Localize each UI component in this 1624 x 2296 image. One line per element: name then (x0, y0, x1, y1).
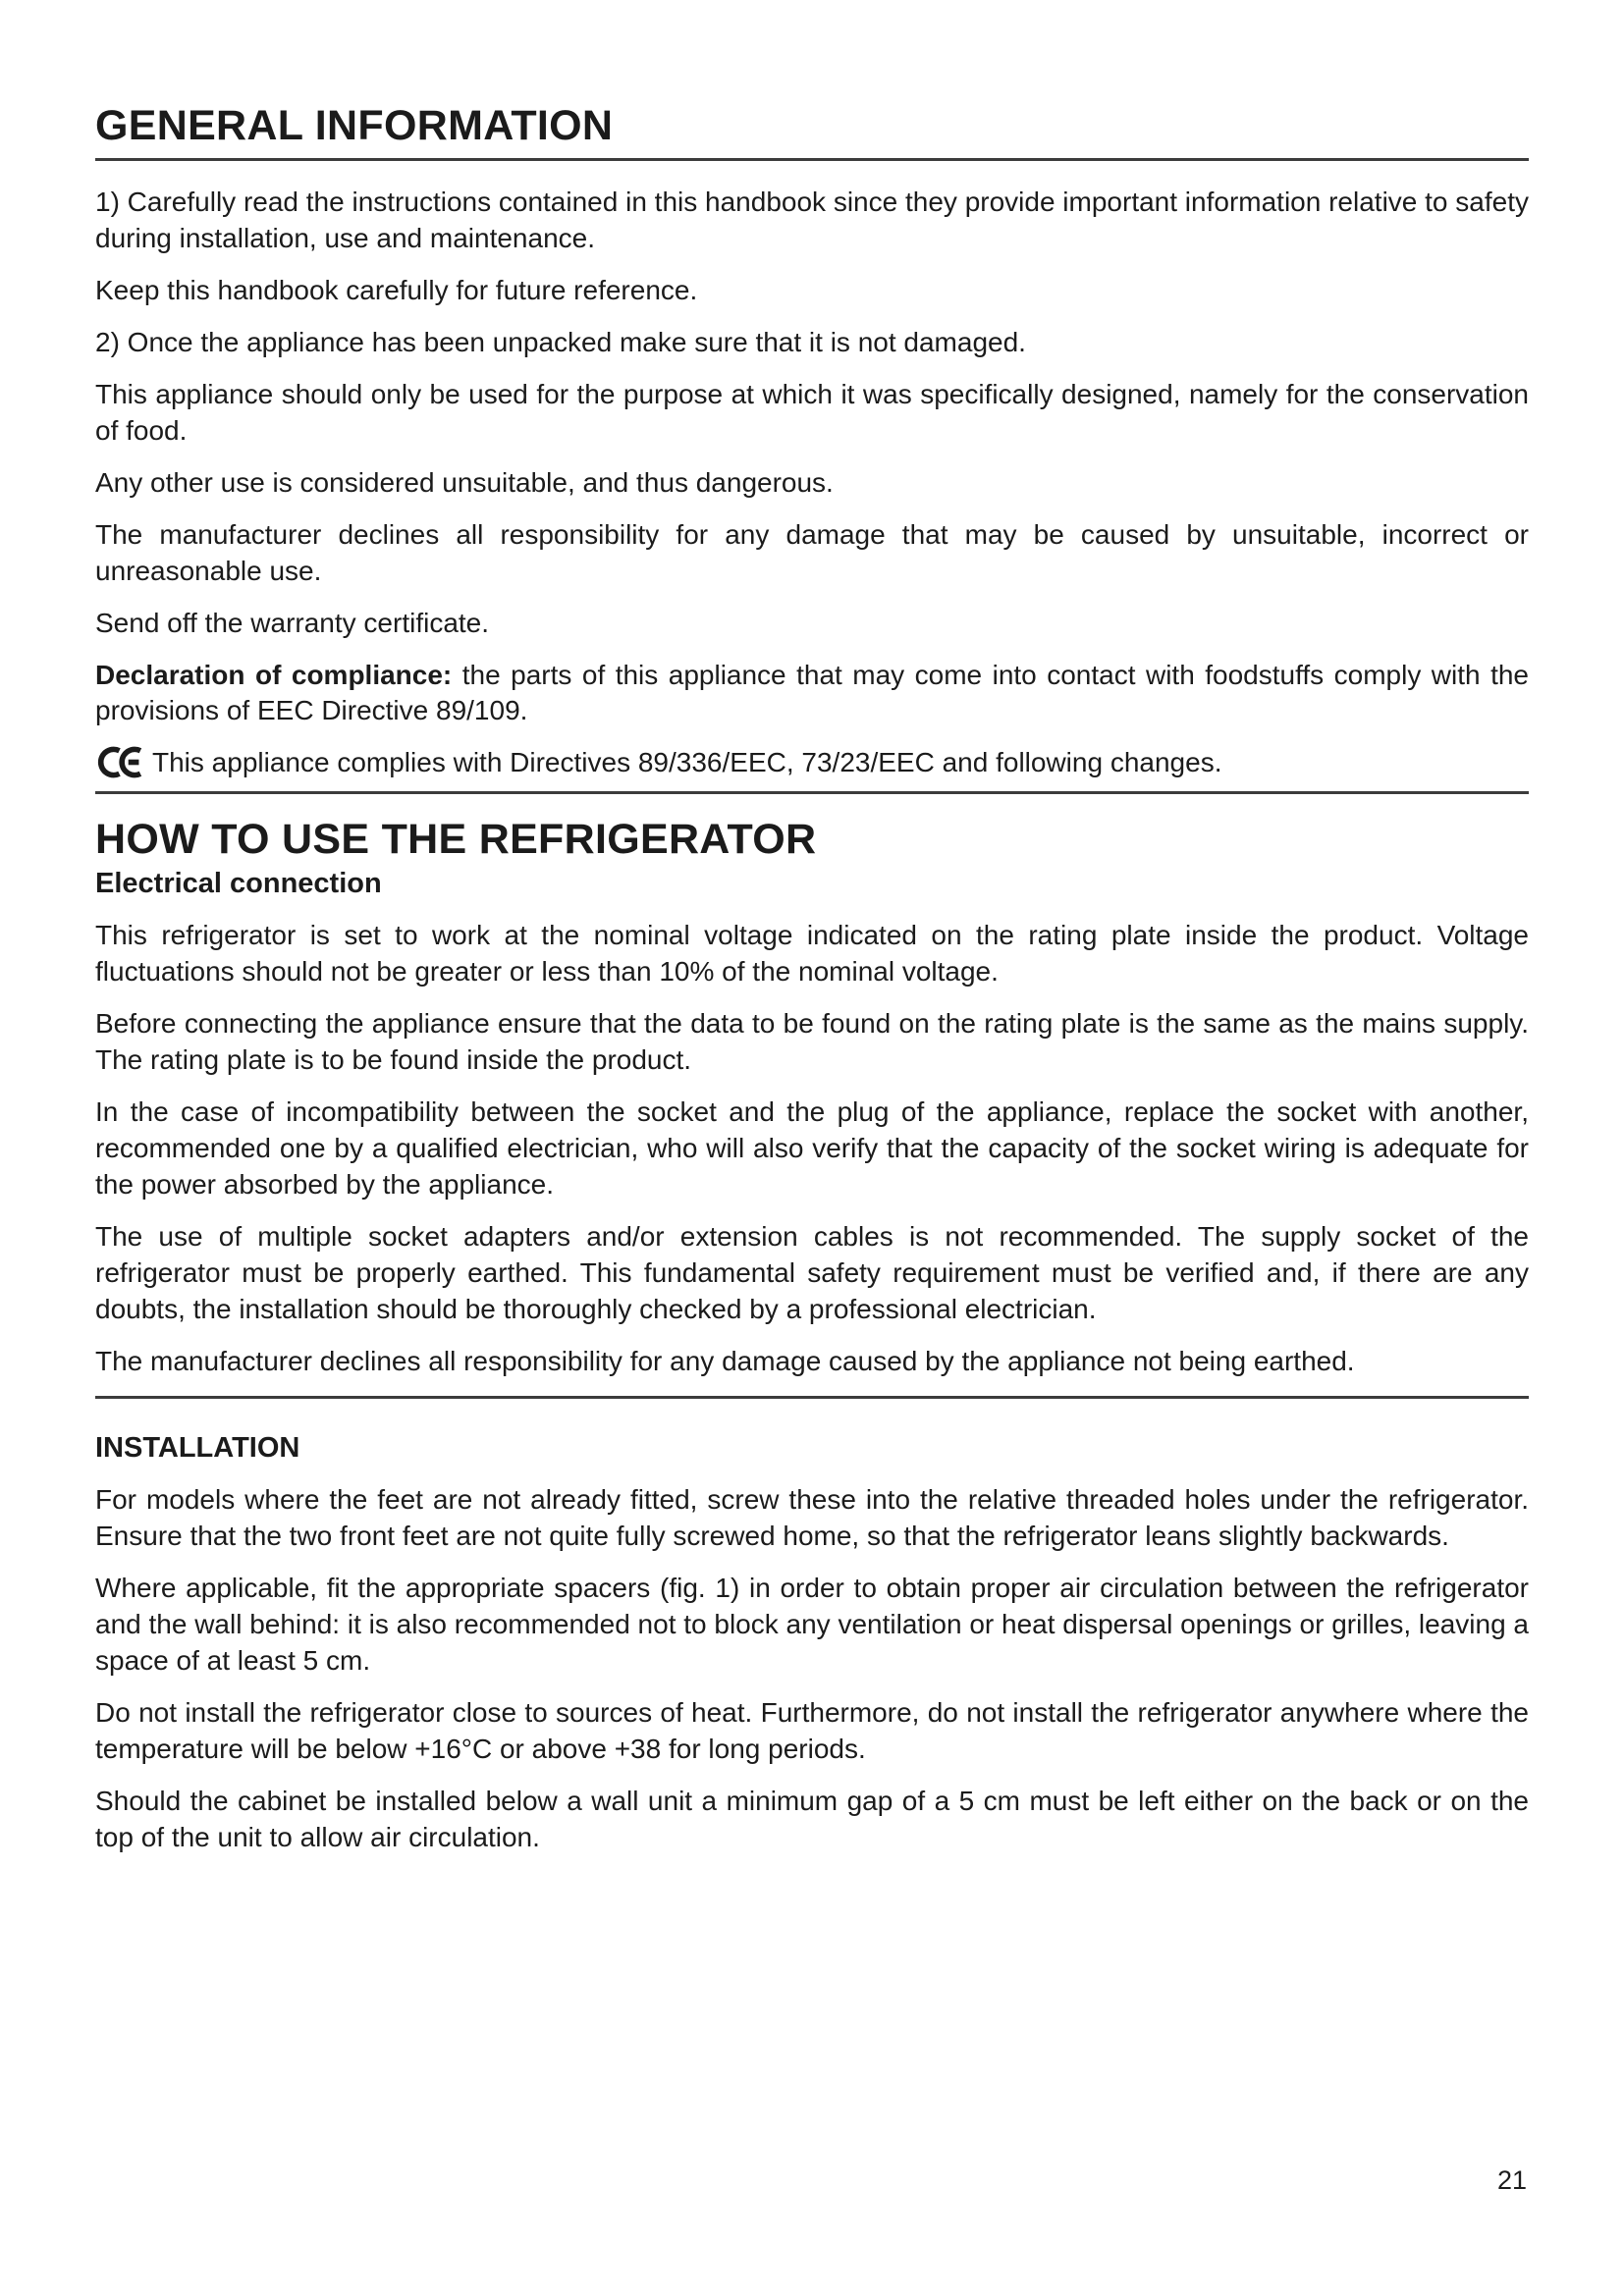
paragraph: Any other use is considered unsuitable, and thus dangerous. (95, 466, 834, 498)
paragraph: For models where the feet are not already fitted, screw these into the relative threaded holes under the refrigerator. Ensure that the two front feet are not quite fully screwed home, so that the refrigerator leans slightly backwards. (95, 1483, 1529, 1551)
paragraph: 2) Once the appliance has been unpacked make sure that it is not damaged. (95, 326, 1026, 357)
declaration-rest: the parts of this appliance that may come into contact with foodstuffs comply with the provisions of EEC Directive 89/109. (95, 659, 1529, 726)
paragraph: Before connecting the appliance ensure that the data to be found on the rating plate is the same as the mains supply. The rating plate is to be found inside the product. (95, 1008, 1529, 1076)
paragraph: Should the cabinet be installed below a wall unit a minimum gap of a 5 cm must be left either on the back or on the top of the unit to allow air circulation. (95, 1785, 1529, 1852)
installation-heading: INSTALLATION (95, 1431, 300, 1464)
paragraph: 1) Carefully read the instructions contained in this handbook since they provide important information relative to safety during installation, use and maintenance. (95, 187, 1529, 253)
paragraph: Keep this handbook carefully for future reference. (95, 274, 698, 305)
paragraph: The manufacturer declines all responsibility for any damage caused by the appliance not being earthed. (95, 1345, 1355, 1376)
paragraph: Where applicable, fit the appropriate spacers (fig. 1) in order to obtain proper air circulation between the refrigerator and the wall behind: it is also recommended not to block any ventilation or heat dispersal openings or grilles, leaving a space of at least 5 cm. (95, 1572, 1529, 1676)
page-number: 21 (1496, 2165, 1527, 2195)
ce-mark-icon (95, 746, 142, 778)
declaration-paragraph (95, 658, 1529, 730)
paragraph: The manufacturer declines all responsibility for any damage that may be caused by unsuitable, incorrect or unreasonable use. (95, 518, 1529, 586)
paragraph: This refrigerator is set to work at the nominal voltage indicated on the rating plate inside the product. Voltage fluctuations should not be greater or less than 10% of the nominal voltage. (95, 920, 1529, 988)
title-divider (95, 158, 1529, 161)
paragraph: Do not install the refrigerator close to sources of heat. Furthermore, do not install the refrigerator anywhere where the temperature will be below +16°C or above +38 for long periods. (95, 1696, 1529, 1764)
installation-divider (95, 1396, 1529, 1399)
declaration-lead: Declaration of compliance: (95, 659, 453, 690)
paragraph: Send off the warranty certificate. (95, 607, 490, 638)
general-information-title: GENERAL INFORMATION (95, 102, 614, 149)
how-to-use-title: HOW TO USE THE REFRIGERATOR (95, 816, 817, 864)
electrical-connection-heading: Electrical connection (95, 868, 382, 900)
paragraph: The use of multiple socket adapters and/or extension cables is not recommended. The supply socket of the refrigerator must be properly earthed. This fundamental safety requirement must be verified and, if there are any doubts, the installation should be thoroughly checked by a professional electrician. (95, 1221, 1529, 1324)
section-divider (95, 791, 1529, 794)
ce-text: This appliance complies with Directives 89/336/EEC, 73/23/EEC and following changes. (152, 747, 1222, 778)
ce-paragraph (95, 745, 1529, 791)
paragraph: In the case of incompatibility between the socket and the plug of the appliance, replace the socket with another, recommended one by a qualified electrician, who will also verify that the capacity of the socket wiring is adequate for the power absorbed by the appliance. (95, 1096, 1529, 1201)
paragraph: This appliance should only be used for the purpose at which it was specifically designed, namely for the conservation of food. (95, 378, 1529, 446)
